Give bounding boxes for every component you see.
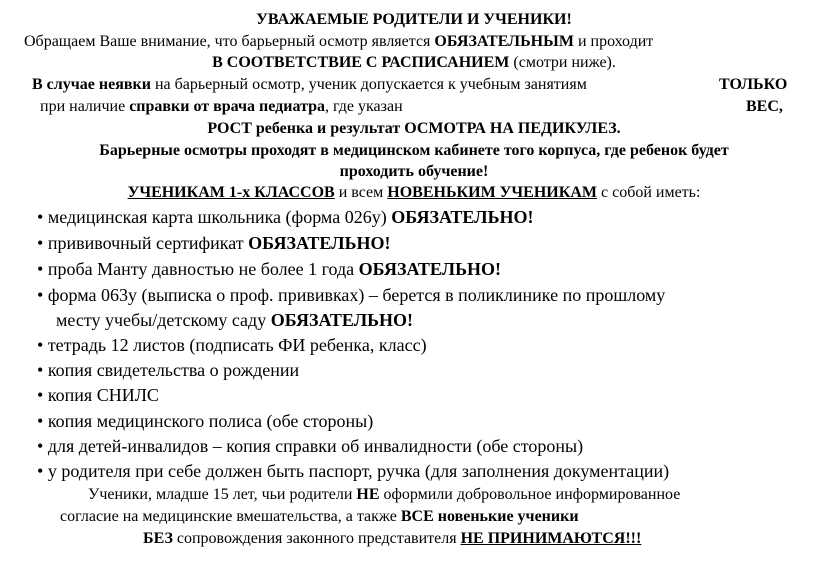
schedule-emphasis: В СООТВЕТСТВИЕ С РАСПИСАНИЕМ bbox=[212, 54, 510, 71]
list-item-text: форма 063у (выписка о проф. прививках) – берется в поликлинике по прошлому bbox=[43, 285, 666, 305]
list-item-text: прививочный сертификат bbox=[43, 233, 249, 253]
bullet-icon: • bbox=[37, 207, 44, 227]
schedule-note: (смотри ниже). bbox=[509, 54, 616, 71]
absence-text-2: при наличие bbox=[40, 98, 130, 115]
list-item-mandatory: ОБЯЗАТЕЛЬНО! bbox=[391, 207, 534, 227]
absence-line-3: РОСТ ребенка и результат ОСМОТРА НА ПЕДИКУЛЕЗ. bbox=[207, 120, 621, 137]
intro-text-end: и проходит bbox=[573, 33, 654, 50]
bullet-icon: • bbox=[37, 411, 44, 431]
list-item-text: медицинская карта школьника (форма 026у) bbox=[43, 207, 392, 227]
absence-text: на барьерный осмотр, ученик допускается к учебным занятиям bbox=[150, 76, 587, 93]
list-item bbox=[37, 336, 427, 354]
notice-heading: УВАЖАЕМЫЕ РОДИТЕЛИ И УЧЕНИКИ! bbox=[256, 11, 572, 28]
footer-not-accepted: НЕ ПРИНИМАЮТСЯ!!! bbox=[460, 530, 642, 547]
intro-mandatory: ОБЯЗАТЕЛЬНЫМ bbox=[434, 33, 574, 50]
footer-text-end: оформили добровольное информированное bbox=[379, 486, 681, 503]
list-item-mandatory: ОБЯЗАТЕЛЬНО! bbox=[248, 233, 391, 253]
absence-only: ТОЛЬКО bbox=[719, 76, 788, 93]
pediatrician-certificate: справки от врача педиатра bbox=[129, 98, 326, 115]
location-line-1: Барьерные осмотры проходят в медицинском кабинете того корпуса, где ребенок будет bbox=[99, 142, 729, 159]
bullet-icon: • bbox=[37, 461, 44, 481]
footer-all-new: ВСЕ новенькие ученики bbox=[400, 508, 579, 525]
bullet-icon: • bbox=[37, 233, 44, 253]
bullet-icon: • bbox=[37, 436, 44, 456]
bullet-icon: • bbox=[37, 285, 44, 305]
absence-weight: ВЕС, bbox=[746, 98, 783, 115]
bullet-icon: • bbox=[37, 385, 44, 405]
list-item-text: копия СНИЛС bbox=[43, 385, 159, 405]
first-graders: УЧЕНИКАМ 1-х КЛАССОВ bbox=[127, 184, 335, 201]
list-item bbox=[37, 412, 373, 430]
intro-line-2 bbox=[0, 55, 828, 71]
intro-line-1 bbox=[24, 34, 653, 50]
list-item bbox=[37, 234, 390, 252]
footer-line-1 bbox=[88, 487, 680, 503]
list-item bbox=[37, 208, 534, 226]
bullet-icon: • bbox=[37, 335, 44, 355]
absence-line-1 bbox=[32, 77, 587, 93]
footer-text: Ученики, младше 15 лет, чьи родители bbox=[88, 486, 357, 503]
list-item bbox=[37, 437, 583, 455]
absence-line-2 bbox=[40, 99, 403, 115]
footer-text-2: согласие на медицинские вмешательства, а также bbox=[60, 508, 401, 525]
list-item-text: тетрадь 12 листов (подписать ФИ ребенка, класс) bbox=[43, 335, 427, 355]
list-item-text: копия свидетельства о рождении bbox=[43, 360, 300, 380]
list-item-mandatory: ОБЯЗАТЕЛЬНО! bbox=[270, 310, 414, 330]
location-line-2: проходить обучение! bbox=[339, 163, 489, 180]
intro-text: Обращаем Ваше внимание, что барьерный осмотр является bbox=[24, 33, 435, 50]
list-item-continuation bbox=[56, 311, 413, 329]
list-item-text: проба Манту давностью не более 1 года bbox=[43, 259, 359, 279]
footer-line-2 bbox=[60, 509, 579, 525]
list-item bbox=[37, 260, 501, 278]
list-item-text: для детей-инвалидов – копия справки об инвалидности (обе стороны) bbox=[43, 436, 584, 456]
bring-text-end: с собой иметь: bbox=[596, 184, 701, 201]
list-item-text: месту учебы/детскому саду bbox=[56, 310, 271, 330]
new-students: НОВЕНЬКИМ УЧЕНИКАМ bbox=[387, 184, 597, 201]
absence-text-3: , где указан bbox=[325, 98, 403, 115]
absence-emphasis: В случае неявки bbox=[32, 76, 151, 93]
footer-line-3 bbox=[143, 531, 641, 547]
footer-not: НЕ bbox=[356, 486, 380, 503]
list-item-text: у родителя при себе должен быть паспорт, ручка (для заполнения документации) bbox=[43, 461, 670, 481]
footer-text-3: сопровождения законного представителя bbox=[172, 530, 461, 547]
list-item-text: копия медицинского полиса (обе стороны) bbox=[43, 411, 374, 431]
bring-text: и всем bbox=[334, 184, 388, 201]
list-item bbox=[37, 286, 665, 304]
list-item bbox=[37, 361, 299, 379]
list-item-mandatory: ОБЯЗАТЕЛЬНО! bbox=[358, 259, 501, 279]
footer-without: БЕЗ bbox=[143, 530, 173, 547]
bullet-icon: • bbox=[37, 360, 44, 380]
bullet-icon: • bbox=[37, 259, 44, 279]
list-item bbox=[37, 462, 669, 480]
bring-heading bbox=[0, 185, 828, 201]
list-item bbox=[37, 386, 159, 404]
